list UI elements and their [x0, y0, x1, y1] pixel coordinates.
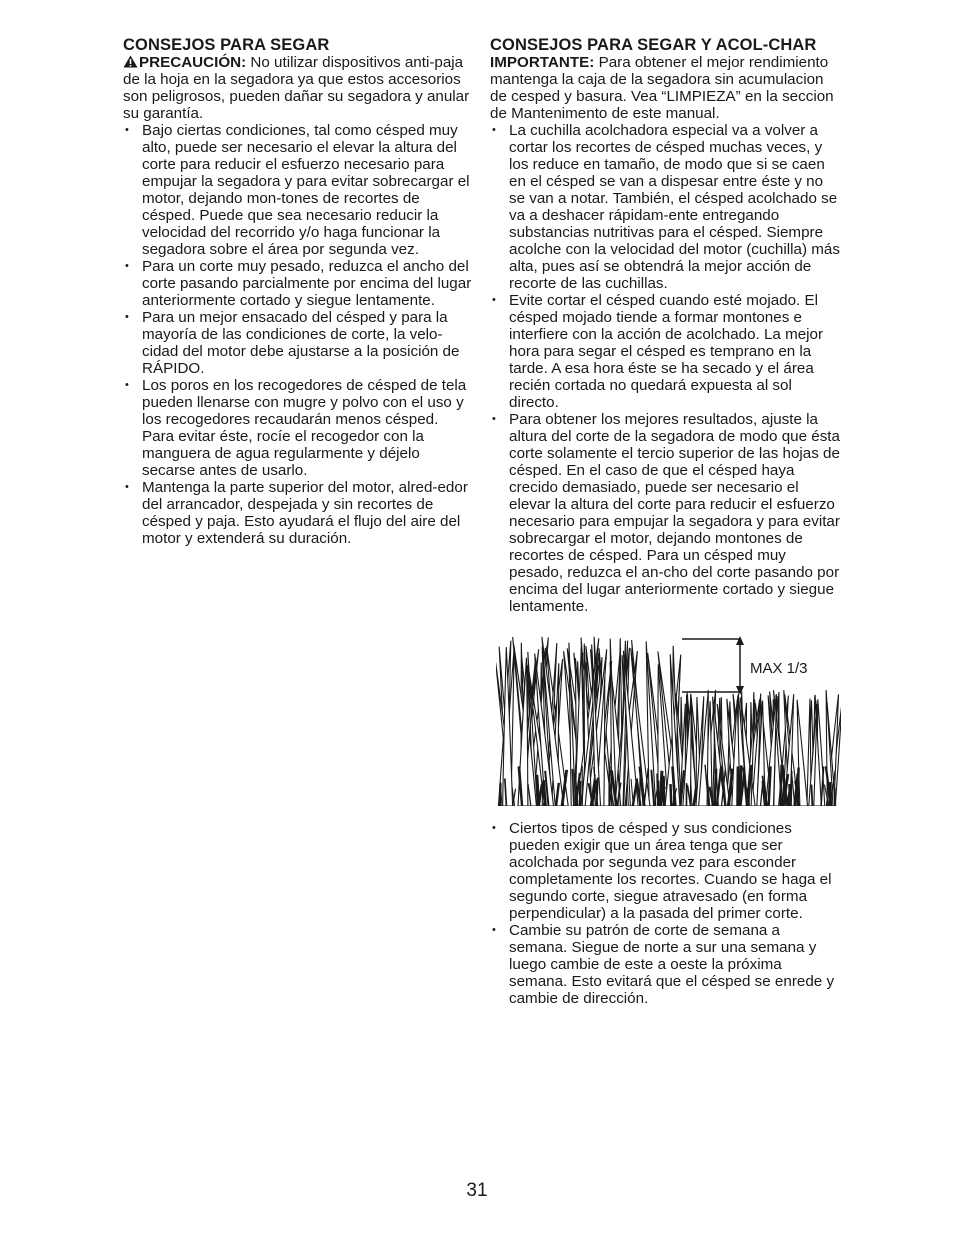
- list-item: • Ciertos tipos de césped y sus condiciones pueden exigir que un área tenga que ser acolchada por segunda vez para esconder completamente los recortes. Cuando se haga el segundo corte, siegue atravesado (en forma perpendicular) a la pasada del primer corte.: [490, 820, 840, 922]
- warning-triangle-icon: [123, 55, 138, 68]
- max-one-third-label: MAX 1/3: [750, 660, 808, 677]
- arrow-up-icon: [736, 636, 744, 645]
- list-item: • Para obtener los mejores resultados, ajuste la altura del corte de la segadora de modo que ésta corte solamente el tercio superior de las hojas de césped. En el caso de que el césped haya crecido demasiado, puede ser necesario el elevar la altura del corte para reducir el esfuerzo necesario para empujar la segadora y para evitar sobrecargar el motor, dejando montones de recortes de césped. Para un césped muy pesado, reduzca el an-cho del corte pasando por encima del lugar anteriormente cortado y siegue lentamente.: [490, 411, 840, 615]
- left-column: [123, 36, 473, 547]
- grass-shadow-stroke: [780, 765, 781, 806]
- list-item: • Para un mejor ensacado del césped y para la mayoría de las condiciones de corte, la velo-cidad del motor debe ajustarse a la posición de RÁPIDO.: [123, 309, 473, 377]
- list-item: • Evite cortar el césped cuando esté mojado. El césped mojado tiende a formar montones e interfiere con la acción de acolchado. La mejor hora para segar el césped es temprano en la tarde. A esa hora éste se ha secado y el área recién cortada no quedará expuesta al sol directo.: [490, 292, 840, 411]
- grass-shadow-stroke: [834, 788, 835, 806]
- list-item: • Bajo ciertas condiciones, tal como césped muy alto, puede ser necesario el elevar la altura del corte para reducir el esfuerzo necesario para empujar la segadora y para evitar sobrecargar el motor, dejando mon-tones de recortes de césped. Puede que sea necesario reducir la velocidad del recorrido y/o haga funcionar la segadora sobre el área por segunda vez.: [123, 122, 473, 258]
- grass-shadow-stroke: [830, 782, 831, 806]
- list-item: • Mantenga la parte superior del motor, alred-edor del arrancador, despejada y sin recortes de césped y paja. Esto ayudará el flujo del aire del motor y extenderá su duración.: [123, 479, 473, 547]
- list-item: • La cuchilla acolchadora especial va a volver a cortar los recortes de césped muchas veces, y los reduce en tamaño, de modo que si se caen en el césped se van a dispesar entre éste y no se van a notar. También, el césped acolchado se va a deshacer rápidam-ente entregando substancias nutritivas para el césped. Siempre acolche con la velocidad del motor (cuchilla) más alta, pues así se obtendrá la mejor acción de recorte de las cuchillas.: [490, 122, 840, 292]
- right-column: [490, 36, 840, 1007]
- important-text: Para obtener el mejor rendimiento mantenga la caja de la segadora sin acumulacion de cesped y basura. Vea “LIMPIEZA” en la seccion de Mantenimento de este manual.: [490, 54, 834, 122]
- grass-shadow-stroke: [715, 769, 717, 806]
- grass-shadow-stroke: [811, 785, 812, 806]
- mulching-tips-list-top: [490, 122, 840, 615]
- warning-text: No utilizar dispositivos anti-paja de la hoja en la segadora ya que estos accesorios son peligrosos, pueden dañar su segadora y anular su garantía.: [123, 54, 470, 122]
- grass-cut-height-illustration: [496, 634, 841, 806]
- mulching-tips-list-bottom: [490, 820, 840, 1007]
- list-item: • Los poros en los recogedores de césped de tela pueden llenarse con mugre y polvo con el uso y los recogedores recaudarán menos césped. Para evitar éste, rocíe el recogedor con la manguera de agua regularmente y déjelo secarse antes de usarlo.: [123, 377, 473, 479]
- important-paragraph: [490, 54, 840, 122]
- grass-shadow-stroke: [670, 784, 671, 806]
- list-item: • Cambie su patrón de corte de semana a semana. Siegue de norte a sur una semana y luego cambie de este a oeste la próxima semana. Esto evitará que el césped se enrede y cambie de dirección.: [490, 922, 840, 1007]
- grass-shadow-stroke: [597, 778, 598, 806]
- section-heading-mulching-tips: CONSEJOS PARA SEGAR Y ACOL-CHAR: [490, 36, 817, 54]
- page-number: 31: [466, 1180, 488, 1201]
- section-heading-mowing-tips: CONSEJOS PARA SEGAR: [123, 36, 330, 54]
- warning-label: PRECAUCIÓN:: [139, 54, 247, 71]
- mowing-tips-list: [123, 122, 473, 547]
- grass-shadow-stroke: [537, 775, 539, 806]
- grass-shadow-stroke: [740, 765, 742, 806]
- list-item: • Para un corte muy pesado, reduzca el ancho del corte pasando parcialmente por encima del lugar anteriormente cortado y siegue lentamente.: [123, 258, 473, 309]
- warning-paragraph: [123, 54, 473, 122]
- arrow-down-icon: [736, 686, 744, 695]
- important-label: IMPORTANTE:: [490, 54, 595, 71]
